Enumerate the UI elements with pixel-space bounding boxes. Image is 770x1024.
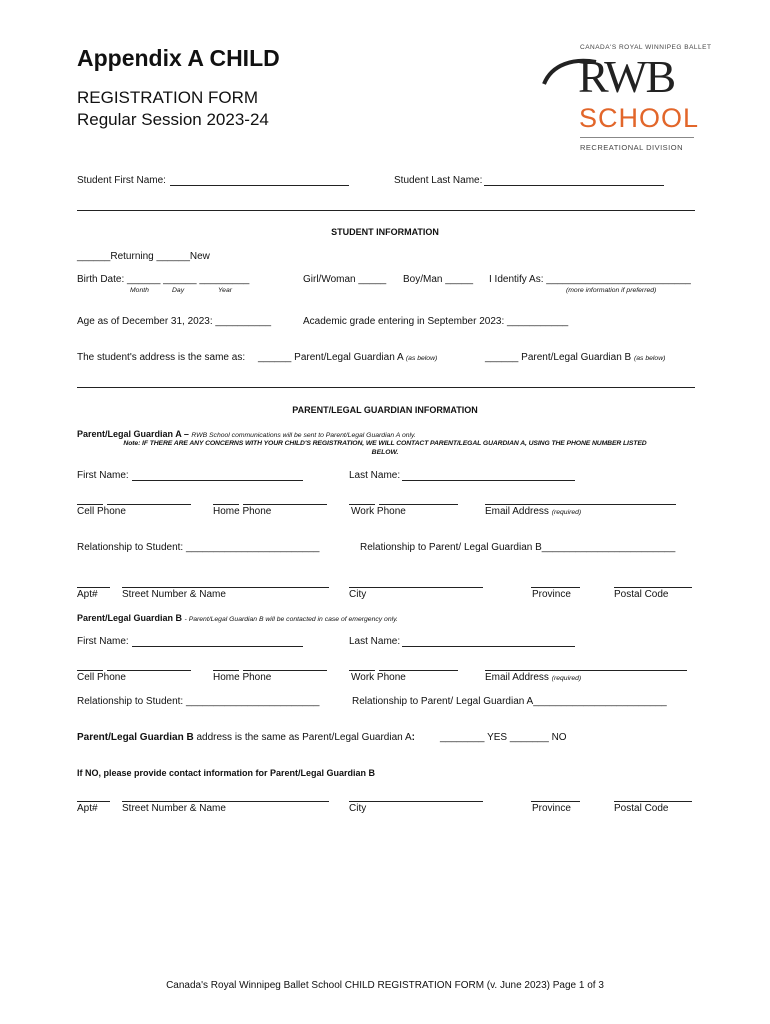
guardian-a-apt-field[interactable] [77, 587, 110, 588]
guardian-a-cell-area-field[interactable] [77, 504, 103, 505]
required-note-b: (required) [551, 675, 582, 682]
logo-school-text: SCHOOL [579, 103, 700, 133]
guardian-b-relationship-parent-field[interactable]: Relationship to Parent/ Legal Guardian A________________________ [352, 696, 667, 707]
as-below-note-b: (as below) [634, 355, 666, 362]
guardian-b-street-label: Street Number & Name [122, 803, 226, 814]
guardian-b-last-name-field[interactable] [402, 646, 575, 647]
address-guardian-a-option[interactable] [258, 352, 437, 363]
year-caption: Year [218, 287, 232, 294]
guardian-b-work-label: Work Phone [351, 672, 406, 683]
guardian-a-email-label [485, 506, 581, 517]
guardian-a-note: RWB School communications will be sent to Parent/Legal Guardian A only. [191, 432, 416, 439]
yes-no-field[interactable]: ________ YES _______ NO [440, 732, 567, 743]
guardian-b-email-label [485, 672, 581, 683]
guardian-a-last-name-field[interactable] [402, 480, 575, 481]
page-title: Appendix A CHILD [77, 45, 280, 71]
grade-field[interactable]: Academic grade entering in September 2023: ___________ [303, 316, 569, 327]
guardian-a-home-label: Home Phone [213, 506, 272, 517]
guardian-b-same-address-label [77, 732, 415, 743]
guardian-a-work-field[interactable] [379, 504, 458, 505]
guardian-a-province-field[interactable] [531, 587, 580, 588]
session-subtitle: Regular Session 2023-24 [77, 110, 269, 129]
guardian-a-email-field[interactable] [485, 504, 676, 505]
guardian-b-street-field[interactable] [122, 801, 329, 802]
address-guardian-b-option[interactable] [485, 352, 665, 363]
logo-division-text: RECREATIONAL DIVISION [580, 143, 684, 152]
guardian-b-province-field[interactable] [531, 801, 580, 802]
guardian-a-last-name-label: Last Name: [349, 470, 401, 481]
logo-top-text: CANADA'S ROYAL WINNIPEG BALLET [580, 44, 712, 51]
guardian-a-relationship-parent-field[interactable]: Relationship to Parent/ Legal Guardian B________________________ [360, 542, 676, 553]
guardian-b-option-label: ______ Parent/Legal Guardian B [485, 352, 632, 363]
guardian-a-work-label: Work Phone [351, 506, 406, 517]
student-last-name-label: Student Last Name: [394, 175, 483, 186]
student-last-name-field[interactable] [484, 185, 664, 186]
month-caption: Month [130, 287, 149, 294]
guardian-b-province-label: Province [532, 803, 571, 814]
guardian-a-home-area-field[interactable] [213, 504, 239, 505]
guardian-a-label: Parent/Legal Guardian A – [77, 429, 189, 439]
guardian-a-apt-label: Apt# [77, 589, 98, 600]
guardian-b-note: - Parent/Legal Guardian B will be contacted in case of emergency only. [184, 616, 398, 623]
student-first-name-field[interactable] [170, 185, 349, 186]
guardian-a-cell-field[interactable] [107, 504, 191, 505]
guardian-b-apt-label: Apt# [77, 803, 98, 814]
contact-note-line2: BELOW. [371, 449, 399, 456]
student-info-heading: STUDENT INFORMATION [331, 227, 439, 237]
guardian-a-first-name-label: First Name: [77, 470, 129, 481]
page-footer: Canada's Royal Winnipeg Ballet School CHILD REGISTRATION FORM (v. June 2023) Page 1 of 3 [166, 980, 604, 991]
guardian-a-city-label: City [349, 589, 367, 600]
guardian-a-first-name-field[interactable] [132, 480, 303, 481]
guardian-a-home-field[interactable] [243, 504, 327, 505]
as-below-note: (as below) [405, 355, 438, 362]
guardian-b-first-name-field[interactable] [132, 646, 303, 647]
guardian-b-home-area-field[interactable] [213, 670, 239, 671]
guardian-a-province-label: Province [532, 589, 571, 600]
guardian-a-city-field[interactable] [349, 587, 483, 588]
section-divider-2 [77, 387, 695, 388]
required-note: (required) [551, 509, 582, 516]
guardian-b-city-field[interactable] [349, 801, 483, 802]
age-field[interactable]: Age as of December 31, 2023: __________ [77, 316, 272, 327]
guardian-a-cell-label: Cell Phone [77, 506, 126, 517]
section-divider [77, 210, 695, 211]
guardian-b-label: Parent/Legal Guardian B [77, 613, 183, 623]
guardian-b-cell-area-field[interactable] [77, 670, 103, 671]
logo-divider [580, 137, 694, 138]
guardian-a-street-field[interactable] [122, 587, 329, 588]
guardian-b-work-field[interactable] [379, 670, 458, 671]
guardian-b-last-name-label: Last Name: [349, 636, 401, 647]
logo-rwb-text: RWB [578, 51, 675, 102]
guardian-a-relationship-student-field[interactable]: Relationship to Student: ________________________ [77, 542, 320, 553]
guardian-b-relationship-student-field[interactable]: Relationship to Student: ________________________ [77, 696, 320, 707]
guardian-a-option-label: ______ Parent/Legal Guardian A [258, 352, 404, 363]
girl-woman-field[interactable]: Girl/Woman _____ [303, 274, 387, 285]
email-label-text: Email Address [485, 506, 549, 517]
guardian-b-home-field[interactable] [243, 670, 327, 671]
guardian-b-first-name-label: First Name: [77, 636, 129, 647]
identify-note: (more information if preferred) [566, 287, 657, 294]
guardian-a-heading [77, 429, 416, 439]
guardian-info-heading: PARENT/LEGAL GUARDIAN INFORMATION [292, 405, 478, 415]
form-subtitle: REGISTRATION FORM [77, 88, 259, 107]
guardian-b-cell-label: Cell Phone [77, 672, 126, 683]
guardian-b-same-colon: : [411, 732, 415, 743]
guardian-b-home-label: Home Phone [213, 672, 272, 683]
address-same-label: The student's address is the same as: [77, 352, 246, 363]
birth-date-field[interactable]: Birth Date: ______ ______ _________ [77, 274, 250, 285]
day-caption: Day [172, 287, 185, 294]
guardian-a-postal-field[interactable] [614, 587, 692, 588]
guardian-b-work-area-field[interactable] [349, 670, 375, 671]
guardian-b-heading [77, 613, 398, 623]
student-first-name-label: Student First Name: [77, 175, 166, 186]
guardian-b-city-label: City [349, 803, 367, 814]
guardian-b-email-field[interactable] [485, 670, 687, 671]
guardian-b-same-bold: Parent/Legal Guardian B [77, 732, 194, 743]
guardian-a-street-label: Street Number & Name [122, 589, 226, 600]
returning-new-field[interactable]: ______Returning ______New [77, 251, 210, 262]
if-no-instruction: If NO, please provide contact information for Parent/Legal Guardian B [77, 768, 376, 778]
guardian-a-postal-label: Postal Code [614, 589, 669, 600]
guardian-b-same-rest: address is the same as Parent/Legal Guardian A [193, 732, 412, 743]
boy-man-field[interactable]: Boy/Man _____ [403, 274, 474, 285]
guardian-b-postal-field[interactable] [614, 801, 692, 802]
guardian-a-work-area-field[interactable] [349, 504, 375, 505]
guardian-b-cell-field[interactable] [107, 670, 191, 671]
guardian-b-apt-field[interactable] [77, 801, 110, 802]
email-label-text-b: Email Address [485, 672, 549, 683]
guardian-b-postal-label: Postal Code [614, 803, 669, 814]
identify-as-field[interactable]: I Identify As: __________________________ [489, 274, 691, 285]
contact-note-line1: Note: IF THERE ARE ANY CONCERNS WITH YOUR CHILD'S REGISTRATION, WE WILL CONTACT PARENT/LEGAL GUARDIAN A, USING THE PHONE NUMBER LISTED [123, 440, 647, 447]
